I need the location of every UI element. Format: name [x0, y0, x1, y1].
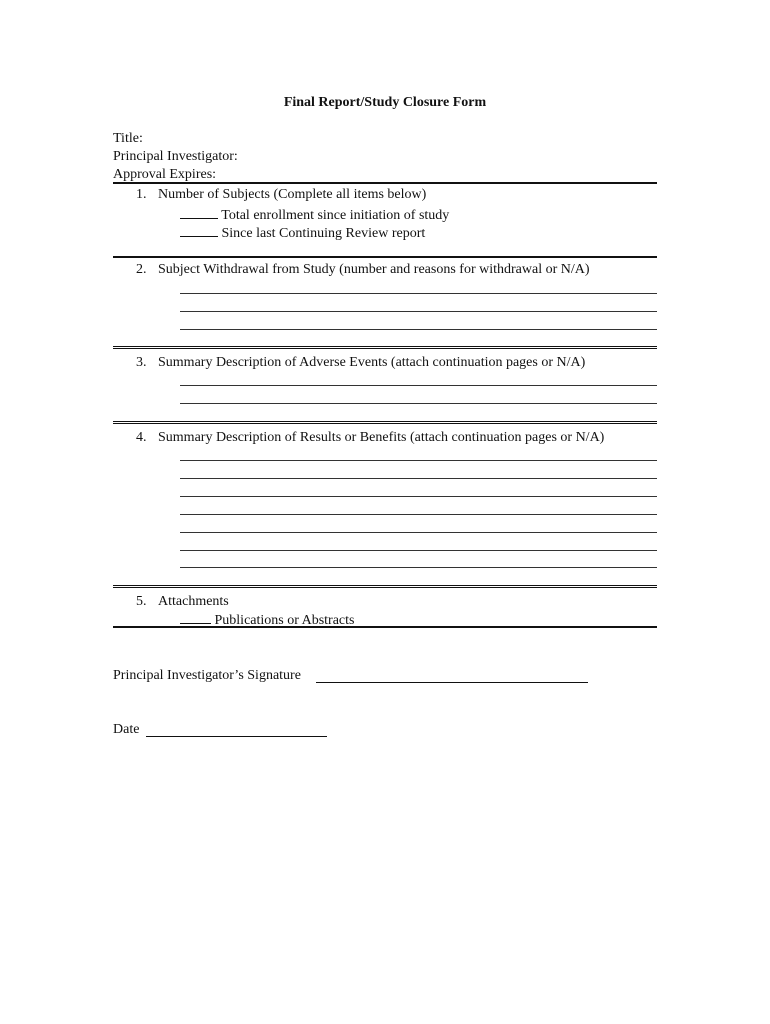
- section-3-number: 3.: [136, 355, 147, 370]
- signature-label: Principal Investigator’s Signature: [113, 668, 301, 683]
- answer-line[interactable]: [180, 567, 657, 568]
- answer-line[interactable]: [180, 496, 657, 497]
- section-divider: [113, 626, 657, 628]
- answer-line[interactable]: [180, 403, 657, 404]
- section-divider: [113, 256, 657, 258]
- pi-label: Principal Investigator:: [113, 149, 238, 164]
- section-1-heading: Number of Subjects (Complete all items below): [158, 187, 427, 202]
- approval-expires-label: Approval Expires:: [113, 167, 217, 182]
- date-label: Date: [113, 722, 140, 737]
- answer-line[interactable]: [180, 293, 657, 294]
- answer-line[interactable]: [180, 550, 657, 551]
- blank-field[interactable]: [180, 610, 211, 624]
- answer-line[interactable]: [180, 478, 657, 479]
- section-divider: [113, 421, 657, 424]
- subitem-label: Publications or Abstracts: [214, 613, 355, 628]
- section-divider: [113, 585, 657, 588]
- subitem-label: Total enrollment since initiation of study: [221, 208, 450, 223]
- section-4-heading: Summary Description of Results or Benefits (attach continuation pages or N/A): [158, 430, 605, 445]
- section-divider: [113, 346, 657, 349]
- answer-line[interactable]: [180, 514, 657, 515]
- form-title: Final Report/Study Closure Form: [283, 95, 487, 110]
- section-5-heading: Attachments: [158, 594, 229, 609]
- section-2-number: 2.: [136, 262, 147, 277]
- section-1-subitem-1: [180, 205, 449, 224]
- section-5-number: 5.: [136, 594, 147, 609]
- answer-line[interactable]: [180, 532, 657, 533]
- date-field[interactable]: [146, 736, 327, 737]
- section-1-subitem-2: [180, 223, 425, 242]
- subitem-label: Since last Continuing Review report: [221, 226, 426, 241]
- section-divider: [113, 182, 657, 184]
- answer-line[interactable]: [180, 460, 657, 461]
- blank-field[interactable]: [180, 223, 218, 237]
- section-1-number: 1.: [136, 187, 147, 202]
- answer-line[interactable]: [180, 311, 657, 312]
- blank-field[interactable]: [180, 205, 218, 219]
- answer-line[interactable]: [180, 329, 657, 330]
- section-4-number: 4.: [136, 430, 147, 445]
- title-label: Title:: [113, 131, 143, 146]
- section-2-heading: Subject Withdrawal from Study (number and reasons for withdrawal or N/A): [158, 262, 590, 277]
- signature-field[interactable]: [316, 682, 588, 683]
- answer-line[interactable]: [180, 385, 657, 386]
- section-3-heading: Summary Description of Adverse Events (attach continuation pages or N/A): [158, 355, 586, 370]
